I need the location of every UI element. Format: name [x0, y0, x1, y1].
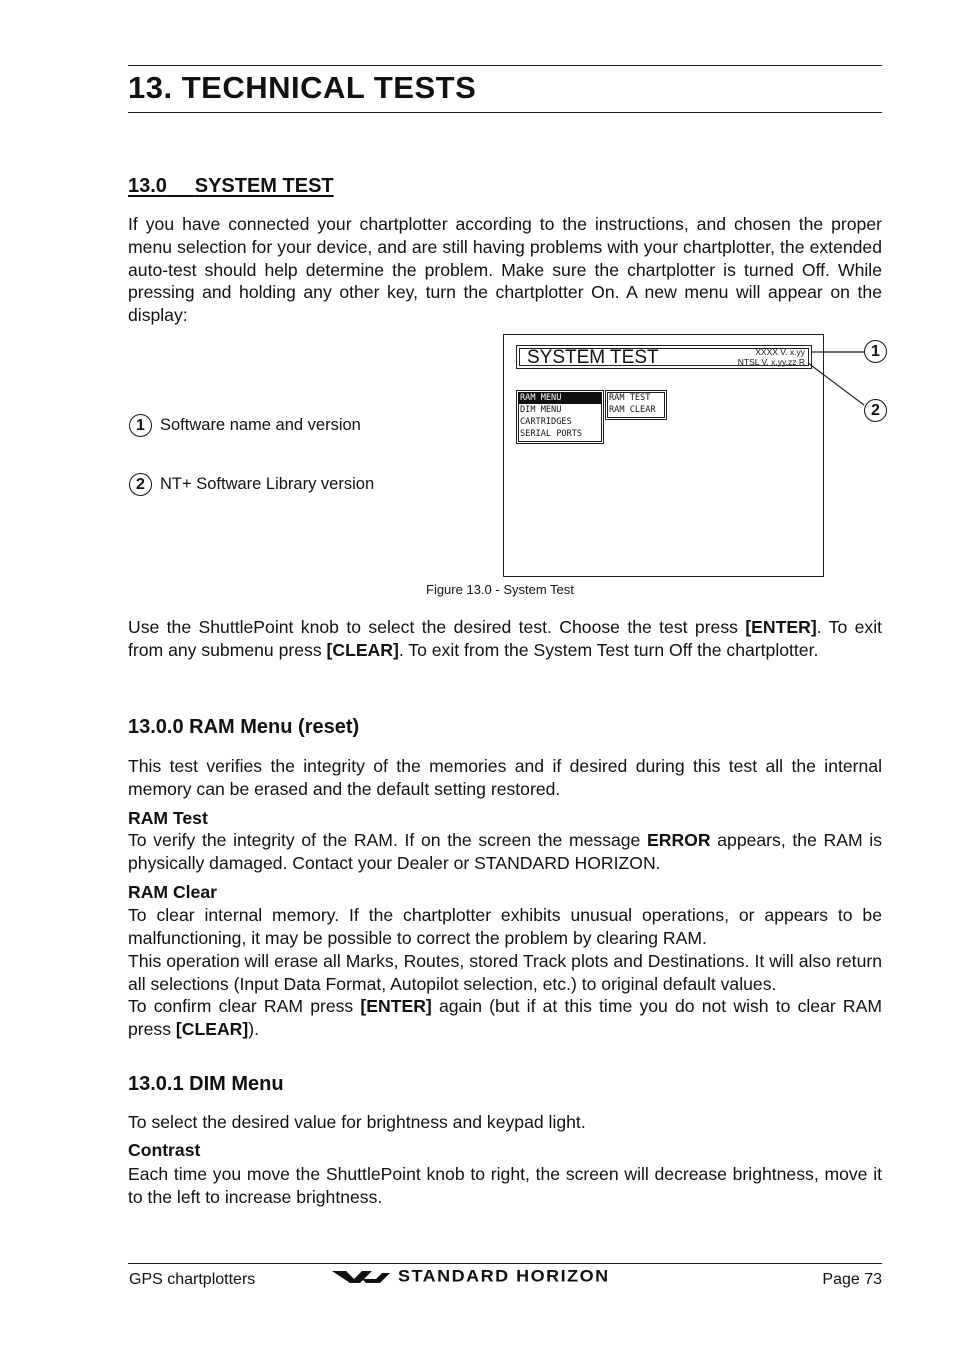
callout-number-1: 1 [129, 414, 152, 437]
brand-logo [332, 1265, 610, 1287]
section-heading-system-test [128, 175, 334, 198]
system-test-screen [503, 334, 824, 577]
section-gap [167, 175, 195, 197]
section-heading-dim-menu: 13.0.1 DIM Menu [128, 1073, 284, 1095]
screen-title-bar [516, 345, 812, 369]
footer-left-text: GPS chartplotters [129, 1271, 256, 1288]
software-version: XXXX V. x.yy [755, 347, 805, 357]
submenu-item-ram-clear[interactable]: RAM CLEAR [609, 405, 656, 415]
ram-test-heading: RAM Test [128, 808, 208, 828]
header-rule-top [128, 65, 882, 66]
section-number: 13.0 [128, 175, 167, 197]
callout-line-2 [808, 363, 864, 405]
callout-label-2: NT+ Software Library version [160, 475, 375, 493]
library-version: NTSL V. x.yy.zz R [737, 357, 805, 367]
ram-clear-paragraph-2: This operation will erase all Marks, Routes, stored Track plots and Destinations. It will also return all selections (Input Data Format, Autopilot selection, etc.) to original default values. [128, 951, 882, 994]
enter-key-label-2: [ENTER] [360, 996, 432, 1016]
header-rule-bottom [128, 112, 882, 113]
ram-clear-confirm-paragraph [128, 995, 882, 1041]
error-message-label: ERROR [647, 830, 711, 850]
contrast-paragraph: Each time you move the ShuttlePoint knob to right, the screen will decrease brightness, move it to the left to increase brightness. [128, 1164, 882, 1207]
footer-rule [128, 1263, 882, 1264]
system-test-intro: If you have connected your chartplotter according to the instructions, and chosen the proper menu selection for your device, and are still having problems with your chartplotter, the extended auto-test should help determine the problem. Make sure the chartplotter is turned Off. While pressing and holding any other key, turn the chartplotter On. A new menu will appear on the display: [128, 214, 882, 326]
page-number: Page 73 [822, 1271, 882, 1288]
screen-title: SYSTEM TEST [527, 347, 659, 368]
ram-test-text-2: appears, the RAM is physically damaged. Contact your Dealer or STANDARD HORIZON. [128, 830, 883, 873]
enter-key-label: [ENTER] [745, 617, 817, 637]
dim-menu-intro: To select the desired value for brightness and keypad light. [128, 1112, 586, 1132]
system-test-menu [516, 390, 604, 444]
usage-paragraph [128, 616, 882, 662]
menu-item-serial-ports[interactable]: SERIAL PORTS [520, 429, 583, 439]
brand-name: STANDARD HORIZON [398, 1266, 610, 1285]
menu-item-cartridges[interactable]: CARTRIDGES [520, 417, 572, 427]
ram-submenu [605, 390, 667, 420]
usage-text-2: . To exit from any submenu press [128, 617, 882, 660]
ram-clear-text-1: To confirm clear RAM press [128, 996, 361, 1016]
ram-clear-paragraph-1: To clear internal memory. If the chartplotter exhibits unusual operations, or appears to be malfunctioning, it may be possible to correct the problem by clearing RAM. [128, 905, 882, 948]
ram-test-text-1: To verify the integrity of the RAM. If on the screen the message [128, 830, 648, 850]
clear-key-label: [CLEAR] [326, 639, 399, 660]
figure-callout-1 [864, 340, 887, 363]
clear-key-label-2: [CLEAR] [175, 1018, 249, 1039]
figure-callout-number-2: 2 [864, 399, 887, 422]
callout-label-1: Software name and version [160, 416, 361, 434]
contrast-heading: Contrast [128, 1140, 201, 1160]
usage-text-3: . To exit from the System Test turn Off the chartplotter. [398, 639, 819, 660]
callout-legend-1 [129, 414, 361, 437]
ram-test-paragraph [128, 829, 882, 875]
callout-number-2: 2 [129, 473, 152, 496]
chapter-title: 13. TECHNICAL TESTS [128, 70, 477, 105]
section-heading-ram-menu: 13.0.0 RAM Menu (reset) [128, 716, 360, 738]
menu-item-dim-menu[interactable]: DIM MENU [520, 405, 562, 415]
figure-callout-number-1: 1 [864, 340, 887, 363]
menu-item-ram-menu[interactable]: RAM MENU [518, 392, 602, 404]
ram-clear-text-2: again (but if at this time you do not wish to clear RAM press [128, 996, 883, 1039]
brand-wave-icon [332, 1265, 390, 1287]
figure-caption: Figure 13.0 - System Test [426, 582, 574, 597]
figure-callout-2 [864, 399, 887, 422]
callout-legend-2 [129, 473, 374, 496]
ram-menu-intro: This test verifies the integrity of the memories and if desired during this test all the internal memory can be erased and the default setting restored. [128, 756, 882, 799]
usage-text-1: Use the ShuttlePoint knob to select the desired test. Choose the test press [128, 617, 746, 637]
section-title: SYSTEM TEST [194, 175, 334, 197]
submenu-item-ram-test[interactable]: RAM TEST [609, 393, 651, 403]
ram-clear-heading: RAM Clear [128, 882, 217, 902]
ram-clear-text-3: ). [248, 1018, 259, 1039]
